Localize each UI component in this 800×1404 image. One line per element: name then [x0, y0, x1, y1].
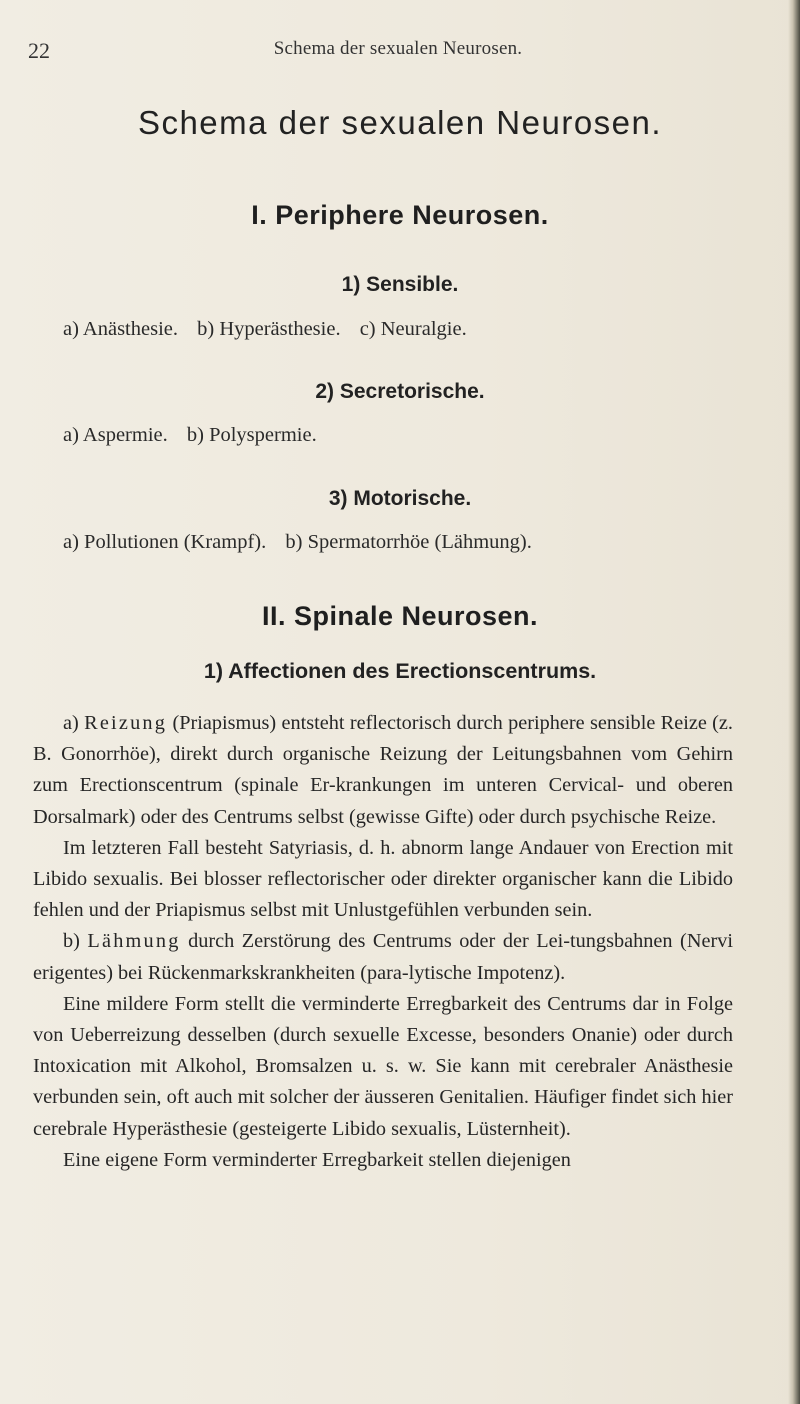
- list-item: b) Hyperästhesie.: [197, 318, 341, 340]
- paragraph: [33, 708, 733, 833]
- paragraph: [33, 1145, 733, 1176]
- paragraph-lead: b): [63, 930, 88, 953]
- subsection-title-motorische: 3) Motorische.: [328, 487, 472, 510]
- paragraph-text: Im letzteren Fall besteht Satyriasis, d. h. abnorm lange Andauer von Erection mit Libido sexualis. Bei blosser reflectorischer oder direkter organischer kann die Libido fehlen und der Priapismus selbst mit Unlustgefühlen verbunden sein.: [33, 836, 733, 922]
- list-item: b) Spermatorrhöe (Lähmung).: [285, 531, 532, 553]
- paragraph: [33, 833, 733, 927]
- item-list-secretorische: [63, 424, 331, 447]
- subsection-title-secretorische: 2) Secretorische.: [315, 380, 485, 403]
- paragraph: [33, 989, 733, 1145]
- page-edge-shadow: [788, 0, 800, 1404]
- list-item: a) Pollutionen (Krampf).: [63, 531, 267, 553]
- main-title: Schema der sexualen Neurosen.: [137, 104, 663, 141]
- paragraph-text: (Priapismus) entsteht reflectorisch durch periphere sensible Reize (z. B. Gonorrhöe), direkt durch organische Reizung der Leitungsbahnen vom Gehirn zum Erectionscentrum (spinale Er-krankungen im unteren Cervical- und oberen Dorsalmark) oder des Centrums selbst (gewisse Gifte) oder durch psychische Reize.: [33, 712, 734, 828]
- paragraph-text: durch Zerstörung des Centrums oder der Lei-tungsbahnen (Nervi erigentes) bei Rückenmarkskrankheiten (para-lytische Impotenz).: [33, 930, 733, 984]
- paragraph-text: Eine eigene Form verminderter Erregbarkeit stellen diejenigen: [63, 1148, 571, 1171]
- list-item: a) Aspermie.: [63, 424, 168, 446]
- running-title: Schema der sexualen Neurosen.: [273, 38, 523, 59]
- list-item: a) Anästhesie.: [63, 318, 178, 340]
- section-title-spinale: II. Spinale Neurosen.: [261, 601, 539, 631]
- emphasized-term: Lähmung: [87, 930, 181, 953]
- list-item: c) Neuralgie.: [359, 318, 467, 340]
- page-number: 22: [28, 38, 50, 63]
- item-list-motorische: [63, 531, 546, 554]
- paragraph-text: Eine mildere Form stellt die verminderte Erregbarkeit des Centrums dar in Folge von Ueberreizung desselben (durch sexuelle Excesse, besonders Onanie) oder durch Intoxication mit Alkohol, Bromsalzen u. s. w. Sie kann mit cerebraler Anästhesie verbunden sein, oft auch mit solcher der äusseren Genitalien. Häufiger findet sich hier cerebrale Hyperästhesie (gesteigerte Libido sexualis, Lüsternheit).: [33, 992, 733, 1140]
- emphasized-term: Reizung: [84, 712, 168, 734]
- section-title-periphere: I. Periphere Neurosen.: [251, 200, 549, 230]
- list-item: b) Polyspermie.: [186, 424, 317, 446]
- item-list-sensible: [63, 318, 481, 341]
- subsection-title-sensible: 1) Sensible.: [341, 273, 459, 296]
- paragraph-lead: a): [63, 712, 85, 734]
- subsection-title-erectionscentrum: 1) Affectionen des Erectionscentrums.: [203, 659, 597, 683]
- paragraph: [33, 926, 733, 988]
- running-head: [28, 38, 768, 64]
- body-text: [33, 708, 733, 1176]
